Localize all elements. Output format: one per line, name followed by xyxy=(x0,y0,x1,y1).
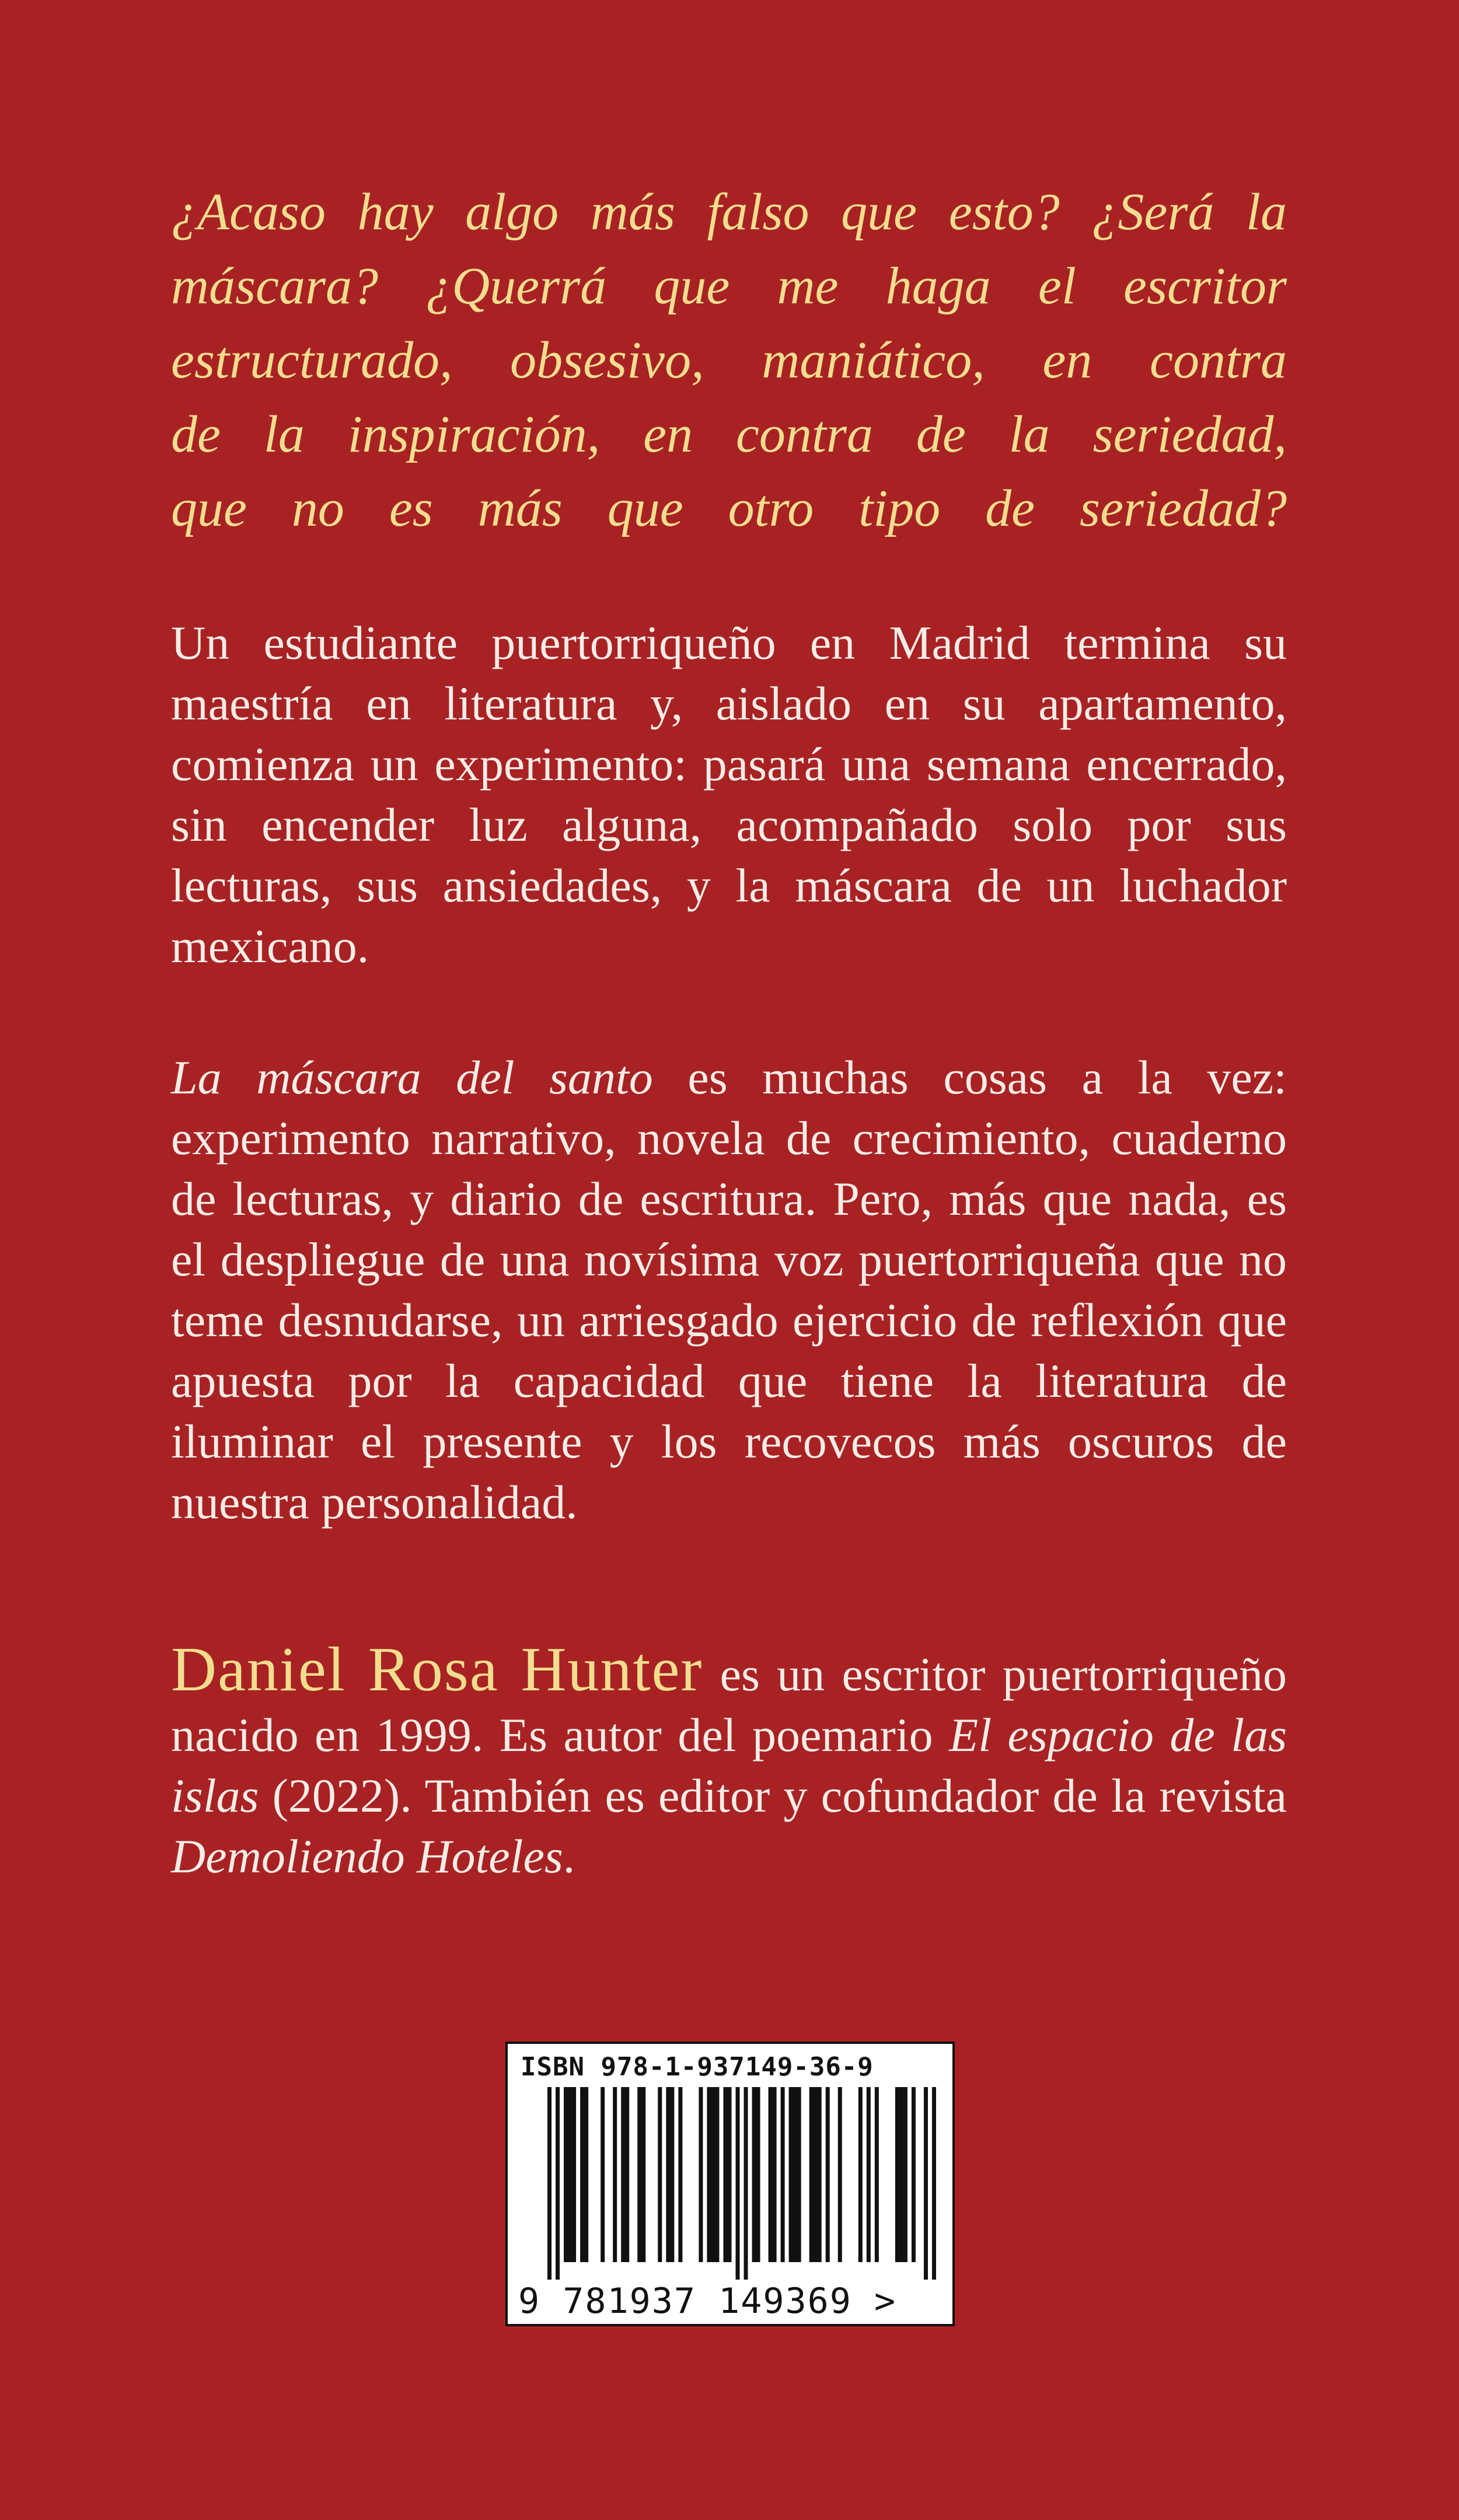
barcode-bar xyxy=(678,2087,682,2262)
barcode-bar xyxy=(752,2087,760,2262)
barcode-bar xyxy=(601,2087,605,2262)
description-text: es muchas cosas a la vez: experimento narrativo, novela de crecimiento, cuaderno de lecturas, y diario de escritura. Pero, más que nada, es el despliegue de una novísima voz puertorriqueña que no teme desnudarse, un arriesgado ejercicio de reflexión que apuesta por la capacidad que tiene la literatura de iluminar el presente y los recovecos más oscuros de nuestra personalidad. xyxy=(171,1051,1287,1529)
isbn-barcode xyxy=(505,2042,955,2326)
synopsis-paragraph: Un estudiante puertorriqueño en Madrid termina su maestría en literatura y, aislado en su apartamento, comienza un experimento: pasará una semana encerrado, sin encender luz alguna, acompañado solo por sus lecturas, sus ansiedades, y la máscara de un luchador mexicano. xyxy=(171,616,1287,973)
barcode-bar xyxy=(621,2087,629,2262)
barcode-bar xyxy=(895,2087,907,2262)
barcode-bar xyxy=(875,2087,879,2262)
barcode-bar xyxy=(924,2087,928,2280)
author-name: Daniel Rosa Hunter xyxy=(171,1635,703,1704)
barcode-bar xyxy=(556,2087,560,2280)
barcode-bars xyxy=(521,2087,942,2280)
previous-book-title: El espacio de las islas xyxy=(171,1708,1287,1822)
barcode-bar xyxy=(666,2087,674,2262)
bio-text: es un escritor puertorriqueño nacido en 1999. Es autor del poemario xyxy=(171,1648,1287,1761)
barcode-bar xyxy=(658,2087,662,2262)
isbn-label: ISBN 978-1-937149-36-9 xyxy=(521,2052,874,2082)
epigraph-quote xyxy=(171,175,1287,546)
barcode-bar xyxy=(547,2087,552,2280)
barcode-bar xyxy=(826,2087,830,2262)
barcode-bar xyxy=(744,2087,748,2280)
barcode-digits: 9 781937 149369 > xyxy=(518,2281,897,2322)
description-paragraph xyxy=(171,1047,1287,1533)
barcode-bar xyxy=(932,2087,936,2280)
quote-line: que no es más que otro tipo de seriedad? xyxy=(171,480,1287,537)
barcode-bar xyxy=(809,2087,822,2262)
book-title: La máscara del santo xyxy=(171,1051,653,1104)
author-bio xyxy=(171,1635,1287,1887)
barcode-bar xyxy=(699,2087,703,2262)
barcode-bar xyxy=(838,2087,842,2262)
magazine-title: Demoliendo Hoteles xyxy=(171,1830,563,1883)
barcode-bar xyxy=(912,2087,916,2262)
barcode-bar xyxy=(789,2087,801,2262)
quote-line: ¿Acaso hay algo más falso que esto? ¿Será la xyxy=(171,183,1287,241)
quote-line: máscara? ¿Querrá que me haga el escritor xyxy=(171,257,1287,315)
quote-line: estructurado, obsesivo, maniático, en contra xyxy=(171,331,1287,389)
barcode-bar xyxy=(723,2087,731,2262)
barcode-bar xyxy=(637,2087,645,2262)
barcode-bar xyxy=(564,2087,576,2262)
barcode-bar xyxy=(769,2087,777,2262)
barcode-bar xyxy=(781,2087,785,2262)
barcode-bar xyxy=(707,2087,719,2262)
quote-line: de la inspiración, en contra de la seriedad, xyxy=(171,406,1287,463)
bio-text: . xyxy=(563,1830,575,1883)
barcode-bar xyxy=(735,2087,739,2280)
bio-text: (2022). También es editor y cofundador de la revista xyxy=(259,1769,1287,1822)
barcode-bar xyxy=(867,2087,871,2262)
barcode-bar xyxy=(613,2087,617,2262)
barcode-bar xyxy=(580,2087,588,2262)
barcode-bar xyxy=(858,2087,863,2262)
